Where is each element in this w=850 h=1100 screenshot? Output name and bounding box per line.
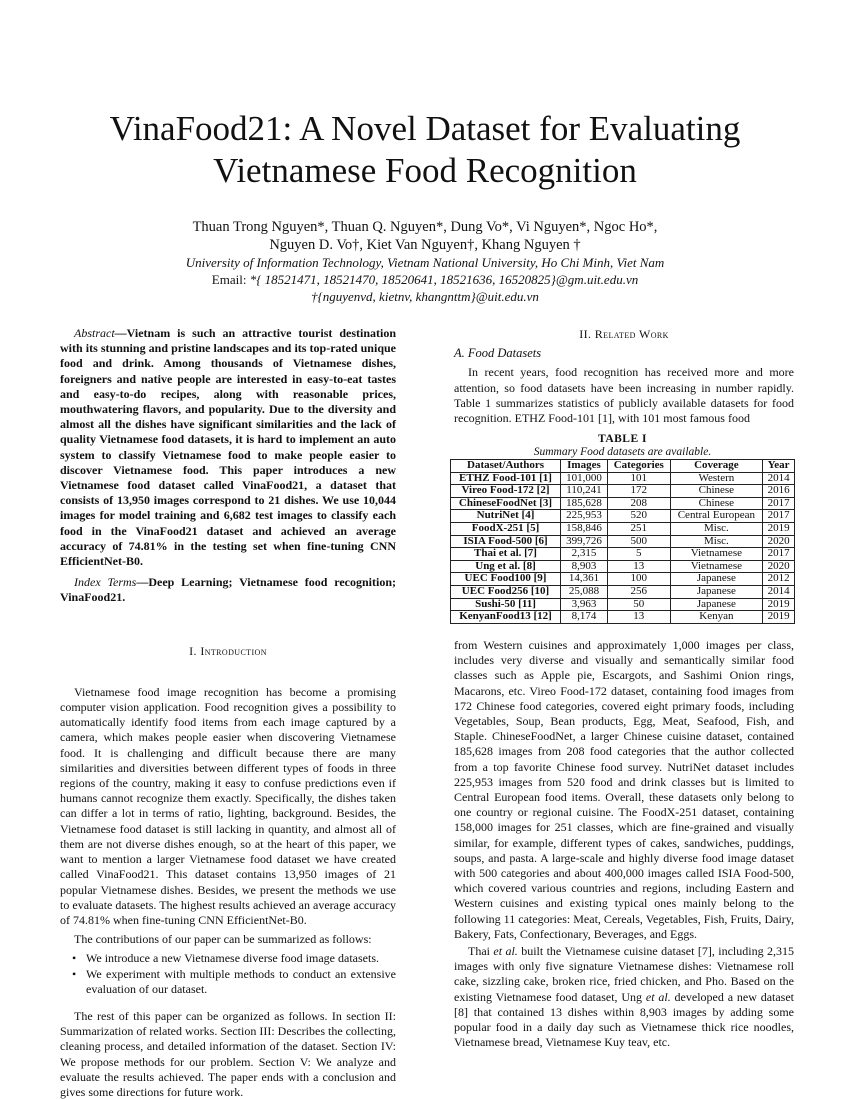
cell-categories: 172 (607, 485, 670, 498)
cell-year: 2014 (763, 472, 795, 485)
cell-images: 399,726 (561, 535, 608, 548)
table-row (451, 598, 795, 611)
cell-coverage: Vietnamese (670, 560, 763, 573)
index-terms-text: —Deep Learning; Vietnamese food recognition; VinaFood21. (60, 575, 396, 605)
cell-categories: 5 (607, 548, 670, 561)
p3-text-a: built the Vietnamese cuisine dataset [7], including 2,315 images with only five signature Vietnamese dishes: Vietnamese roll cake, sizzling cake, broken rice, fried chicken, and Pho. Based on the existing Vietnamese food dataset, Ung (454, 944, 794, 1004)
intro-heading-text: Introduction (200, 643, 267, 658)
email-label: Email: (211, 272, 250, 287)
contribution-item: • We experiment with multiple methods to conduct an extensive evaluation of our dataset. (72, 967, 396, 997)
table-label: TABLE I (598, 433, 647, 445)
cell-categories: 100 (607, 573, 670, 586)
p3-etal-2: et al. (645, 989, 671, 1004)
cell-year: 2012 (763, 573, 795, 586)
email-addresses-2: †{nguyenvd, kietnv, khangnttm}@uit.edu.vn (311, 289, 539, 304)
cell-images: 158,846 (561, 522, 608, 535)
cell-categories: 101 (607, 472, 670, 485)
cell-categories: 13 (607, 560, 670, 573)
cell-coverage: Misc. (670, 522, 763, 535)
table-row (451, 573, 795, 586)
cell-images: 14,361 (561, 573, 608, 586)
cell-year: 2020 (763, 560, 795, 573)
table-row (451, 548, 795, 561)
cell-images: 110,241 (561, 485, 608, 498)
cell-year: 2019 (763, 598, 795, 611)
author-block (60, 218, 790, 305)
cell-categories: 13 (607, 611, 670, 624)
email-addresses-1: *{ 18521471, 18521470, 18520641, 18521636, 16520825}@gm.uit.edu.vn (249, 272, 639, 287)
title-line-2: Vietnamese Food Recognition (213, 151, 637, 190)
related-paragraph-2: from Western cuisines and approximately 1,000 images per class, includes very diverse and visually and semantically similar food classes such as Apple pie, Escargots, and Sashimi Onion rings, Macarons, etc. Vireo Food-172 dataset, containing food images from 172 Chinese food categories, covered eight primary foods, including Vegetables, Soup, Bean products, Egg, Meat, Seafood, Fish, and Staple. ChineseFoodNet, a larger Chinese cuisine dataset, contained 185,628 images from 208 food categories that the author collected from a top favorite Chinese food survey. NutriNet dataset includes 225,953 images from 520 food and drink classes but is limited to Central European food items. Overall, these datasets only belong to one country or regional cuisine. The FoodX-251 dataset, containing 158,000 images for 251 classes, which are fine-grained and visually similar, for example, different types of cakes, sandwiches, puddings, soups, and pasta. A large-scale and highly diverse food image dataset with 500 categories and about 400,000 images called ISIA Food-500, which covered various countries and regions, including Eastern and Western cuisines and existing typical ones mainly belong to the following 11 categories: Meat, Cereals, Vegetables, Fish, Fruits, Dairy, Bakery, Fats, Confectionary, Beverages, and Eggs. (454, 638, 794, 941)
cell-dataset: ISIA Food-500 [6] (451, 535, 561, 548)
header-year: Year (763, 460, 795, 473)
cell-images: 101,000 (561, 472, 608, 485)
intro-paragraph-2: The contributions of our paper can be summarized as follows: (74, 932, 372, 947)
table-body (451, 472, 795, 623)
cell-year: 2019 (763, 522, 795, 535)
cell-year: 2020 (763, 535, 795, 548)
header-images: Images (561, 460, 608, 473)
cell-categories: 520 (607, 510, 670, 523)
cell-coverage: Kenyan (670, 611, 763, 624)
index-terms (60, 575, 396, 605)
authors-line-2: Nguyen D. Vo†, Kiet Van Nguyen†, Khang Nguyen † (269, 237, 581, 253)
cell-categories: 500 (607, 535, 670, 548)
related-paragraph-1: In recent years, food recognition has received more and more attention, so food datasets have been increasing in number rapidly. Table 1 summarizes statistics of publicly available datasets for food recognition. ETHZ Food-101 [1], with 101 most famous food (454, 365, 794, 426)
p3-etal: et al. (493, 944, 518, 959)
table-row (451, 535, 795, 548)
cell-coverage: Vietnamese (670, 548, 763, 561)
cell-year: 2014 (763, 585, 795, 598)
right-column-bottom (454, 638, 794, 1050)
cell-year: 2017 (763, 548, 795, 561)
subsection-food-datasets: A. Food Datasets (454, 346, 542, 361)
table-row (451, 560, 795, 573)
cell-year: 2017 (763, 497, 795, 510)
left-column (60, 326, 396, 1100)
cell-coverage: Japanese (670, 598, 763, 611)
p3-name: Thai (468, 944, 494, 959)
cell-year: 2016 (763, 485, 795, 498)
contribution-item: • We introduce a new Vietnamese diverse food image datasets. (72, 951, 396, 966)
table-row (451, 522, 795, 535)
table-row (451, 485, 795, 498)
related-heading-text: Related Work (594, 327, 669, 341)
cell-dataset: KenyanFood13 [12] (451, 611, 561, 624)
summary-table-block (450, 433, 795, 624)
affiliation: University of Information Technology, Vietnam National University, Ho Chi Minh, Viet Nam (185, 255, 665, 270)
summary-table (450, 459, 795, 624)
cell-images: 185,628 (561, 497, 608, 510)
authors-line-1: Thuan Trong Nguyen*, Thuan Q. Nguyen*, Dung Vo*, Vi Nguyen*, Ngoc Ho*, (192, 219, 658, 235)
cell-dataset: ChineseFoodNet [3] (451, 497, 561, 510)
cell-coverage: Japanese (670, 573, 763, 586)
email-line-2 (60, 288, 790, 305)
intro-heading-num: I. (189, 643, 201, 658)
cell-dataset: ETHZ Food-101 [1] (451, 472, 561, 485)
abstract-label: Abstract (74, 326, 115, 340)
cell-categories: 50 (607, 598, 670, 611)
cell-dataset: UEC Food100 [9] (451, 573, 561, 586)
cell-dataset: Ung et al. [8] (451, 560, 561, 573)
cell-images: 2,315 (561, 548, 608, 561)
cell-coverage: Chinese (670, 485, 763, 498)
cell-categories: 208 (607, 497, 670, 510)
table-row (451, 510, 795, 523)
intro-paragraph-3: The rest of this paper can be organized as follows. In section II: Summarization of related works. Section III: Describes the collecting, cleaning process, and detailed information of the dataset. Section IV: We propose methods for our problem. Section V: We analyze and evaluate the results achieved. The paper ends with a conclusion and gives some directions for future work. (60, 1008, 396, 1099)
intro-paragraph-1: Vietnamese food image recognition has become a promising computer vision application. Food recognition gives a possibility to automatically identify food items from each image captured by a camera, which makes people easier when discovering Vietnamese food. It is challenging and difficult because there are many similarities and diversities between different types of foods in three regions of the country, making it easy to confuse predictions even if humans cannot recognize them exactly. Specifically, the dishes taken can differ a lot in terms of ratio, lighting, background. Besides, the Vietnamese food dataset is still lacking in quantity, and almost all of them are not diverse dishes enough, so at the heart of this paper, we want to mention a larger Vietnamese food dataset we have created called VinaFood21. This dataset contains 13,950 images of 21 popular Vietnamese dishes. Besides, we present the methods we use to evaluate datasets. The highest results achieved an average accuracy of 74.81% when fine-tuning CNN EfficientNet-B0. (60, 684, 396, 927)
cell-year: 2017 (763, 510, 795, 523)
related-heading-num: II. (579, 327, 595, 341)
cell-categories: 251 (607, 522, 670, 535)
p3-text-b: developed a new dataset [8] that contained 13 dishes within 8,903 images by adding some popular food in a daily day such as Vietnamese thick rice noodles, Vietnamese bread, Vietnamese Kuy teav, etc. (454, 989, 795, 1050)
cell-coverage: Japanese (670, 585, 763, 598)
cell-coverage: Chinese (670, 497, 763, 510)
table-row (451, 472, 795, 485)
title-line-1: VinaFood21: A Novel Dataset for Evaluating (109, 109, 741, 148)
intro-heading (60, 644, 396, 659)
abstract-text: —Vietnam is such an attractive tourist destination with its stunning and pristine landscapes and its top-rated unique food and drink. Among thousands of Vietnamese dishes, foreigners and native people are interested in easy-to-eat tastes and easy-to-do recipes, along with reasonable prices, mouthwatering flavors, and popularity. Due to the diversity and almost all the dishes have significant similarities and the lack of quality Vietnamese food datasets, it is hard to implement an auto system to classify Vietnamese food to make people easier to discover Vietnamese food. This paper introduces a new Vietnamese food dataset called VinaFood21, a dataset that consists of 13,950 images correspond to 21 dishes. We use 10,044 images for model training and 6,682 test images to classify each food in the VinaFood21 dataset and achieved an average accuracy of 74.81% in the testing set when fine-tuning CNN EfficientNet-B0. (60, 326, 396, 569)
cell-dataset: Vireo Food-172 [2] (451, 485, 561, 498)
cell-images: 25,088 (561, 585, 608, 598)
cell-dataset: Sushi-50 [11] (451, 598, 561, 611)
cell-images: 225,953 (561, 510, 608, 523)
abstract (60, 326, 396, 569)
header-dataset: Dataset/Authors (451, 460, 561, 473)
cell-dataset: Thai et al. [7] (451, 548, 561, 561)
cell-dataset: NutriNet [4] (451, 510, 561, 523)
cell-categories: 256 (607, 585, 670, 598)
email-line-1 (60, 271, 790, 288)
header-coverage: Coverage (670, 460, 763, 473)
table-header-row (451, 460, 795, 473)
cell-images: 8,903 (561, 560, 608, 573)
table-caption (450, 433, 795, 458)
cell-year: 2019 (763, 611, 795, 624)
related-heading (454, 327, 794, 342)
cell-images: 8,174 (561, 611, 608, 624)
right-column-top (454, 327, 794, 426)
related-paragraph-3 (454, 944, 794, 1050)
contribution-list (60, 951, 396, 997)
header-categories: Categories (607, 460, 670, 473)
cell-images: 3,963 (561, 598, 608, 611)
index-terms-label: Index Terms (74, 575, 137, 590)
cell-coverage: Western (670, 472, 763, 485)
table-row (451, 611, 795, 624)
table-row (451, 497, 795, 510)
table-row (451, 585, 795, 598)
cell-dataset: UEC Food256 [10] (451, 585, 561, 598)
cell-dataset: FoodX-251 [5] (451, 522, 561, 535)
cell-coverage: Central European (670, 510, 763, 523)
paper-title (60, 108, 790, 192)
table-subtitle: Summary Food datasets are available. (533, 445, 712, 458)
cell-coverage: Misc. (670, 535, 763, 548)
